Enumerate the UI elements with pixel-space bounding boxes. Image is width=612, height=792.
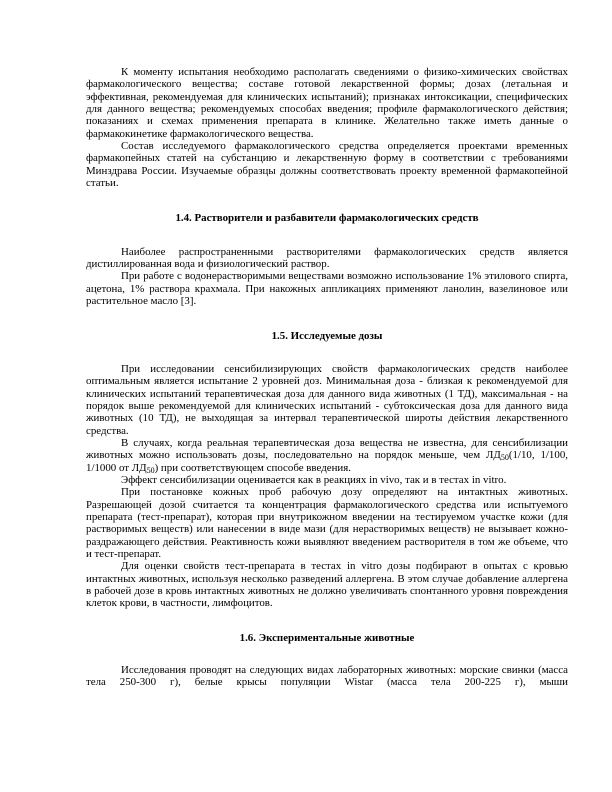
section-1-4-paragraph-2: При работе с водонерастворимыми веществами возможно использование 1% этилового спирта, ацетона, 1% раствора крахмала. При накожных аппликациях применяют ланолин, вазелиновое или растительное масло [3]. — [86, 270, 568, 308]
ld50-text-end: ) при соответствующем способе введения. — [154, 461, 351, 474]
section-1-6-paragraph-1: Исследования проводят на следующих видах лабораторных животных: морские свинки (масса тела 250-300 г), белые крысы популяции Wistar (масса тела 200-225 г), мыши — [86, 664, 568, 689]
section-1-4-heading: 1.4. Растворители и разбавители фармакологических средств — [175, 212, 479, 225]
intro-paragraph-2: Состав исследуемого фармакологического средства определяется проектами временных фармакопейных статей на субстанцию и лекарственную форму в соответствии с требованиями Минздрава России. Изучаемые образцы должны соответствовать проекту временной фармакопейной статьи. — [86, 140, 568, 190]
ld50-text-mid: (1/10, 1/100, 1/1000 от ЛД — [86, 449, 568, 474]
ld50-text-start: В случаях, когда реальная терапевтическая доза вещества не известна, для сенсибилизации животных можно использовать дозы, последовательно на порядок меньше, чем ЛД — [86, 436, 568, 462]
section-1-6-heading: 1.6. Экспериментальные животные — [239, 631, 415, 644]
ld50-subscript: 50 — [500, 453, 509, 463]
document-page — [86, 66, 568, 689]
section-1-5-paragraph-3: Эффект сенсибилизации оценивается как в реакциях in vivo, так и в тестах in vitro. — [121, 473, 507, 486]
section-1-4-paragraph-1: Наиболее распространенными растворителями фармакологических средств является дистиллированная вода и физиологический раствор. — [86, 245, 568, 271]
intro-paragraph-1: К моменту испытания необходимо располагать сведениями о физико-химических свойствах фармакологического вещества; составе готовой лекарственной формы; дозах (летальная и эффективная, рекомендуемая для клинических испытаний); признаках интоксикации, специфических для данного вещества; рекомендуемых способах введения; профиле фармакологического действия; показаниях и схемах применения препарата в клинике. Желательно также иметь данные о фармакокинетике фармакологического вещества. — [86, 66, 568, 140]
section-1-5-paragraph-4: При постановке кожных проб рабочую дозу определяют на интактных животных. Разрешающей дозой считается та концентрация фармакологического средства или испытуемого препарата (тест-препарат), которая при внутрикожном введении на тестируемом участке кожи (для растворимых веществ) или нанесении в виде мази (для нерастворимых веществ) не вызывает кожно-раздражающего действия. Реактивность кожи выявляют введением растворителя в том же объеме, что и тест-препарат. — [86, 486, 568, 560]
ld50-subscript: 50 — [146, 465, 155, 475]
section-1-5-paragraph-5: Для оценки свойств тест-препарата в тестах in vitro дозы подбирают в опытах с кровью интактных животных, используя несколько разведений аллергена. В этом случае добавление аллергена в рабочей дозе в кровь интактных животных не должно увеличивать спонтанного уровня повреждения клеток крови, в частности, лимфоцитов. — [86, 560, 568, 610]
section-1-5-heading: 1.5. Исследуемые дозы — [271, 329, 383, 342]
section-1-5-paragraph-2 — [86, 437, 568, 474]
section-1-5-paragraph-1: При исследовании сенсибилизирующих свойств фармакологических средств наиболее оптимальным является испытание 2 уровней доз. Минимальная доза - близкая к рекомендуемой для клинических испытаний терапевтическая доза для данного вида животных (1 ТД), максимальная - на порядок выше рекомендуемой для клинических испытаний - субтоксическая доза для данного вида животных (10 ТД), не выходящая за интервал терапевтической широты действия лекарственного средства. — [86, 362, 568, 437]
